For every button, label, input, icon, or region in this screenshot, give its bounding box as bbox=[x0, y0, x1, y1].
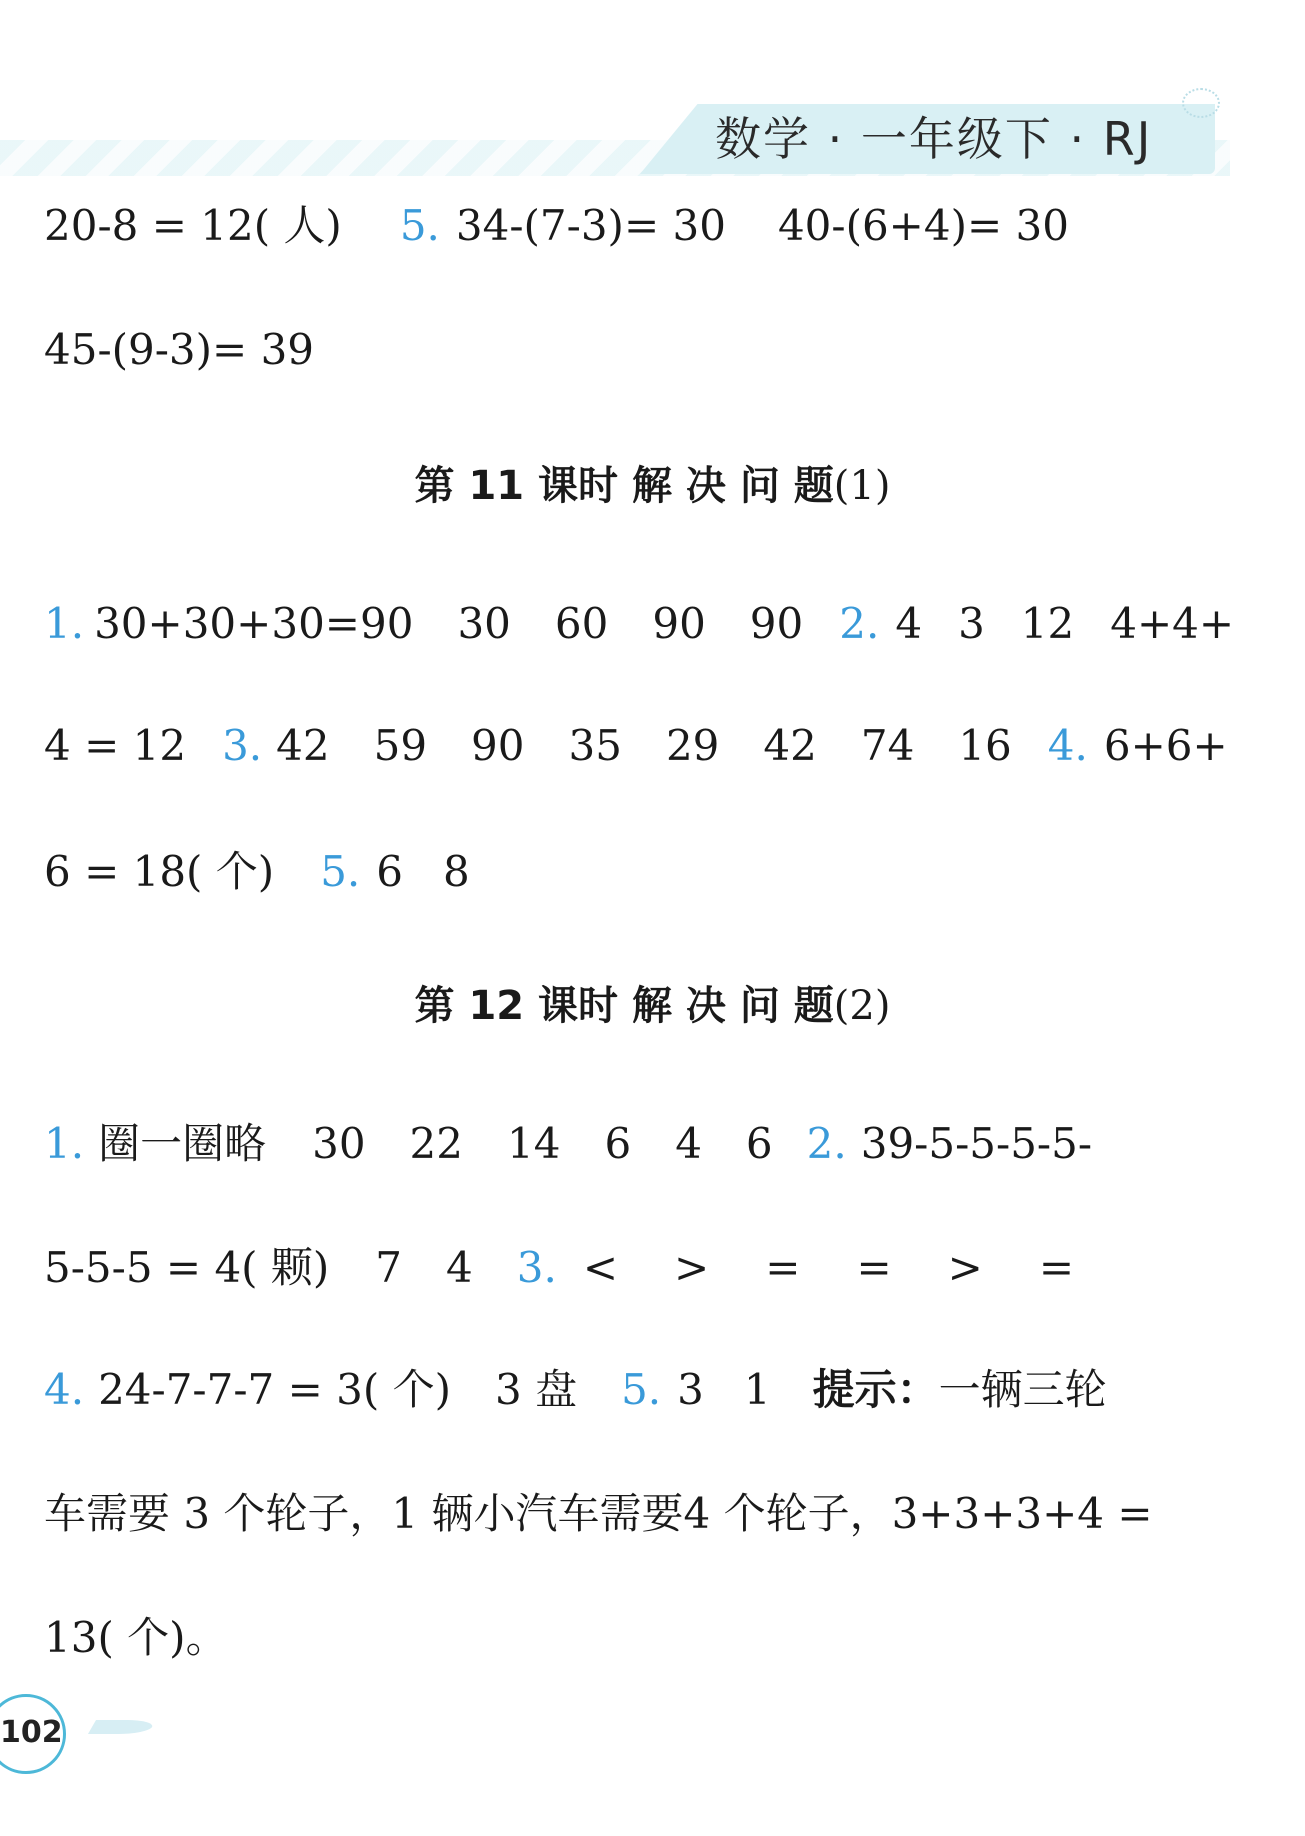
page-number: 102 bbox=[0, 1715, 63, 1750]
answer-text: 圈一圈略 bbox=[98, 1119, 267, 1168]
lesson-paren: (1) bbox=[833, 463, 891, 509]
answer-text: 4 = 12 bbox=[44, 721, 187, 770]
question-number: 4. bbox=[1047, 721, 1088, 770]
answer-text: 90 bbox=[471, 721, 525, 770]
answer-text: 6 = 18( 个) bbox=[44, 847, 275, 896]
question-number: 2. bbox=[839, 599, 880, 648]
answer-text: 30+30+30=90 bbox=[94, 599, 414, 648]
answer-text: 16 bbox=[958, 721, 1012, 770]
answer-text: 14 bbox=[507, 1119, 561, 1168]
answer-line-8 bbox=[44, 1362, 1107, 1418]
answer-text: 42 bbox=[763, 721, 817, 770]
question-number: 3. bbox=[222, 721, 263, 770]
lesson-title: 第 12 课时 解 决 问 题 bbox=[414, 983, 834, 1029]
question-number: 2. bbox=[806, 1119, 847, 1168]
answer-text: 90 bbox=[749, 599, 804, 648]
answer-text: 59 bbox=[373, 721, 428, 770]
answer-text: 60 bbox=[554, 599, 609, 648]
answer-line-4 bbox=[44, 718, 1228, 774]
answer-text: = bbox=[765, 1243, 801, 1292]
page-number-decoration bbox=[88, 1720, 156, 1734]
answer-text: 7 bbox=[375, 1243, 403, 1292]
answer-text: < bbox=[582, 1243, 619, 1292]
answer-text: 6 bbox=[376, 847, 403, 896]
answer-line-6 bbox=[44, 1116, 1092, 1172]
answer-text: 12 bbox=[1020, 599, 1075, 648]
answer-text: 42 bbox=[276, 721, 330, 770]
hint-label: 提示： bbox=[812, 1365, 939, 1414]
answer-text: 4 bbox=[446, 1243, 473, 1292]
answer-text: 车需要 3 个轮子，1 辆小汽车需要4 个轮子，3+3+3+4 = bbox=[44, 1489, 1153, 1538]
answer-text: 30 bbox=[312, 1119, 366, 1168]
answer-text: 3 盘 bbox=[495, 1365, 578, 1414]
answer-text: 4 bbox=[675, 1119, 702, 1168]
answer-text: 30 bbox=[457, 599, 511, 648]
answer-text: 8 bbox=[443, 847, 470, 896]
answer-line-10 bbox=[44, 1610, 228, 1666]
answer-text: 13( 个)。 bbox=[44, 1613, 228, 1662]
answer-line-5 bbox=[44, 844, 470, 900]
answer-line-7 bbox=[44, 1240, 1074, 1296]
answer-text: > bbox=[674, 1243, 710, 1292]
answer-text: 29 bbox=[665, 721, 720, 770]
question-number: 1. bbox=[44, 1119, 85, 1168]
question-number: 1. bbox=[44, 599, 85, 648]
lesson-heading-11 bbox=[0, 458, 1305, 514]
answer-text: 35 bbox=[568, 721, 622, 770]
answer-text: 20-8 = 12( 人) bbox=[44, 201, 342, 250]
answer-text: 74 bbox=[860, 721, 915, 770]
lesson-heading-12 bbox=[0, 978, 1305, 1034]
answer-text: 4+4+ bbox=[1110, 599, 1235, 648]
answer-text: > bbox=[947, 1243, 983, 1292]
answer-text: 34-(7-3)= 30 bbox=[455, 201, 726, 250]
question-number: 3. bbox=[516, 1243, 557, 1292]
answer-text: 3 bbox=[958, 599, 985, 648]
answer-text: 90 bbox=[652, 599, 706, 648]
question-number: 5. bbox=[399, 201, 440, 250]
answer-text: 45-(9-3)= 39 bbox=[44, 325, 315, 374]
answer-text: = bbox=[856, 1243, 892, 1292]
question-number: 5. bbox=[621, 1365, 662, 1414]
answer-text: 6 bbox=[604, 1119, 632, 1168]
answer-line-9 bbox=[44, 1486, 1153, 1542]
answer-line-2 bbox=[44, 322, 314, 378]
answer-text: 39-5-5-5-5- bbox=[860, 1119, 1093, 1168]
answer-text: 5-5-5 = 4( 颗) bbox=[44, 1243, 330, 1292]
lesson-title: 第 11 课时 解 决 问 题 bbox=[414, 463, 834, 509]
lesson-paren: (2) bbox=[833, 983, 891, 1029]
answer-text: 6 bbox=[745, 1119, 773, 1168]
answer-text: 22 bbox=[409, 1119, 463, 1168]
header-decoration bbox=[1182, 88, 1220, 118]
answer-text: 24-7-7-7 = 3( 个) bbox=[98, 1365, 451, 1414]
answer-text: 一辆三轮 bbox=[938, 1365, 1107, 1414]
answer-text: 4 bbox=[895, 599, 923, 648]
question-number: 5. bbox=[320, 847, 361, 896]
question-number: 4. bbox=[44, 1365, 85, 1414]
answer-text: 6+6+ bbox=[1103, 721, 1228, 770]
answer-line-3 bbox=[44, 596, 1234, 652]
answer-line-1 bbox=[44, 198, 1069, 254]
answer-text: = bbox=[1038, 1243, 1075, 1292]
answer-text: 1 bbox=[743, 1365, 771, 1414]
answer-text: 40-(6+4)= 30 bbox=[777, 201, 1069, 250]
answer-text: 3 bbox=[677, 1365, 704, 1414]
header-title: 数学 · 一年级下 · RJ bbox=[715, 112, 1153, 166]
